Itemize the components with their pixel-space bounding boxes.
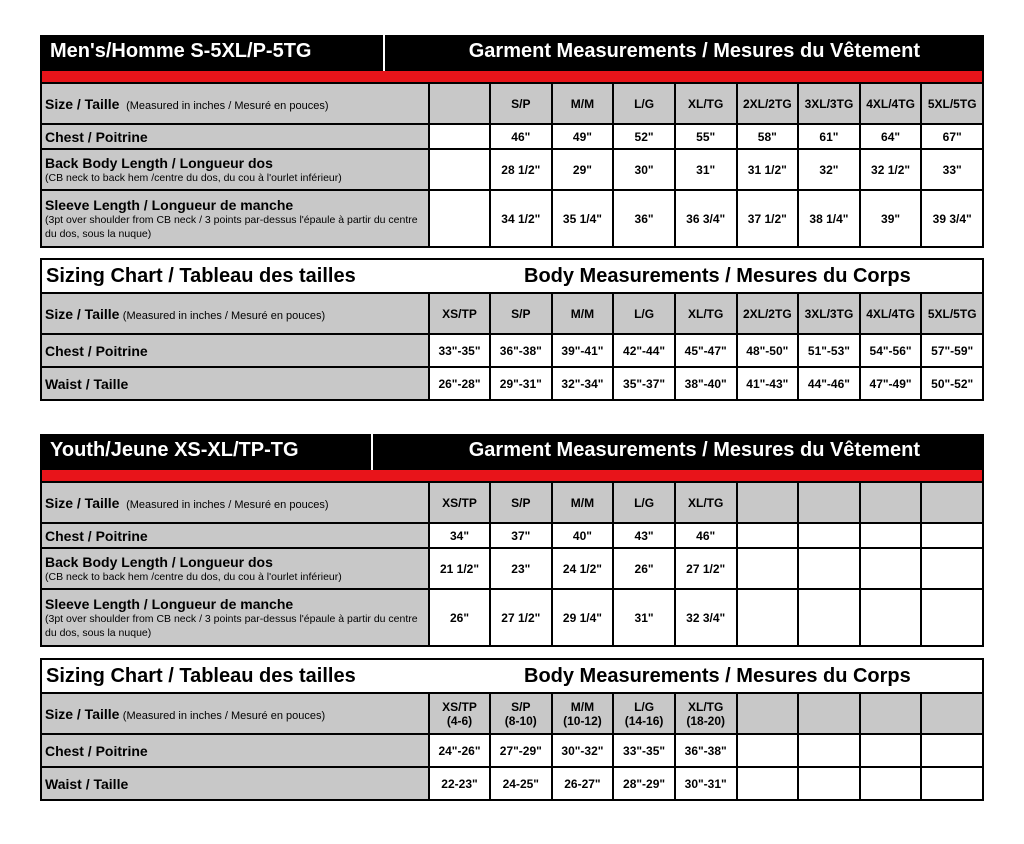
table-cell: 36" — [613, 190, 675, 247]
table-cell: 46" — [675, 523, 737, 548]
table-cell: 36"-38" — [675, 734, 737, 767]
youth-garment-heading: Garment Measurements / Mesures du Vêtement — [468, 439, 920, 461]
mens-garment-section — [40, 35, 984, 248]
table-cell: 40" — [552, 523, 614, 548]
table-cell — [798, 523, 860, 548]
table-cell: 64" — [860, 124, 922, 149]
table-cell: 3XL/3TG — [798, 293, 860, 334]
table-cell: 29 1/4" — [552, 589, 614, 646]
table-row — [41, 767, 983, 800]
table-cell: 32"-34" — [552, 367, 614, 400]
red-divider — [40, 470, 984, 481]
mens-body-table — [40, 292, 984, 401]
youth-garment-section — [40, 434, 984, 647]
table-cell — [737, 548, 799, 589]
table-cell — [860, 693, 922, 734]
table-cell: M/M — [552, 83, 614, 124]
table-cell: 27 1/2" — [490, 589, 552, 646]
table-cell: 29" — [552, 149, 614, 190]
table-cell: 44"-46" — [798, 367, 860, 400]
table-cell: 37 1/2" — [737, 190, 799, 247]
table-cell: 42"-44" — [613, 334, 675, 367]
table-cell: 24"-26" — [429, 734, 490, 767]
table-cell: 55" — [675, 124, 737, 149]
table-cell — [921, 482, 983, 523]
table-cell: Size / Taille (Measured in inches / Mesuré en pouces) — [41, 482, 429, 523]
youth-garment-header — [40, 434, 984, 470]
table-row — [41, 367, 983, 400]
table-cell: 38 1/4" — [798, 190, 860, 247]
table-cell — [737, 693, 799, 734]
youth-body-section — [40, 658, 984, 801]
table-cell — [429, 124, 490, 149]
table-cell — [798, 734, 860, 767]
table-cell: 47"-49" — [860, 367, 922, 400]
table-cell: S/P (8-10) — [490, 693, 552, 734]
sizing-chart-title: Sizing Chart / Tableau des tailles — [46, 265, 356, 287]
table-cell: 35 1/4" — [552, 190, 614, 247]
table-cell: 57"-59" — [921, 334, 983, 367]
table-cell: Sleeve Length / Longueur de manche (3pt over shoulder from CB neck / 3 points par-dessus l'épaule à partir du centre du dos, sous la nuque) — [41, 190, 429, 247]
table-cell: 31" — [613, 589, 675, 646]
body-heading: Body Measurements / Mesures du Corps — [524, 665, 911, 687]
table-cell: Chest / Poitrine — [41, 734, 429, 767]
table-cell — [921, 767, 983, 800]
table-cell: S/P — [490, 293, 552, 334]
table-cell: Back Body Length / Longueur dos (CB neck to back hem /centre du dos, du cou à l'ourlet inférieur) — [41, 548, 429, 589]
table-row — [41, 482, 983, 523]
mens-body-header — [40, 258, 984, 292]
table-cell — [921, 548, 983, 589]
table-cell: M/M — [552, 293, 614, 334]
table-row — [41, 734, 983, 767]
table-cell: 30"-31" — [675, 767, 737, 800]
table-cell — [737, 734, 799, 767]
table-cell: Sleeve Length / Longueur de manche (3pt over shoulder from CB neck / 3 points par-dessus l'épaule à partir du centre du dos, sous la nuque) — [41, 589, 429, 646]
table-cell: 3XL/3TG — [798, 83, 860, 124]
table-cell — [921, 734, 983, 767]
table-row — [41, 589, 983, 646]
table-cell: 36 3/4" — [675, 190, 737, 247]
table-cell: 32 3/4" — [675, 589, 737, 646]
table-cell — [921, 693, 983, 734]
table-cell: 41"-43" — [737, 367, 799, 400]
red-divider — [40, 71, 984, 82]
table-row — [41, 293, 983, 334]
table-cell: 67" — [921, 124, 983, 149]
table-cell: 45"-47" — [675, 334, 737, 367]
table-cell — [798, 589, 860, 646]
table-cell: Size / Taille (Measured in inches / Mesuré en pouces) — [41, 693, 429, 734]
table-cell — [798, 767, 860, 800]
table-cell: S/P — [490, 482, 552, 523]
table-cell: L/G (14-16) — [613, 693, 675, 734]
table-cell: 24 1/2" — [552, 548, 614, 589]
body-heading: Body Measurements / Mesures du Corps — [524, 265, 911, 287]
youth-title: Youth/Jeune XS-XL/TP-TG — [50, 439, 299, 461]
table-cell — [798, 693, 860, 734]
table-cell: Size / Taille (Measured in inches / Mesuré en pouces) — [41, 293, 429, 334]
table-cell: L/G — [613, 293, 675, 334]
table-row — [41, 693, 983, 734]
table-cell — [860, 589, 922, 646]
table-cell: 4XL/4TG — [860, 83, 922, 124]
mens-garment-table — [40, 82, 984, 248]
table-cell: 39 3/4" — [921, 190, 983, 247]
table-cell: S/P — [490, 83, 552, 124]
table-cell: 43" — [613, 523, 675, 548]
table-row — [41, 190, 983, 247]
table-cell — [921, 523, 983, 548]
table-cell: 52" — [613, 124, 675, 149]
table-cell: XS/TP — [429, 293, 490, 334]
youth-garment-table — [40, 481, 984, 647]
table-cell: 2XL/2TG — [737, 83, 799, 124]
mens-garment-header — [40, 35, 984, 71]
table-cell: 39"-41" — [552, 334, 614, 367]
table-cell — [860, 734, 922, 767]
table-cell: M/M — [552, 482, 614, 523]
table-cell — [429, 190, 490, 247]
table-cell: 61" — [798, 124, 860, 149]
table-cell: M/M (10-12) — [552, 693, 614, 734]
table-cell: 51"-53" — [798, 334, 860, 367]
table-row — [41, 334, 983, 367]
table-cell: 49" — [552, 124, 614, 149]
table-cell: 31 1/2" — [737, 149, 799, 190]
table-cell: 32" — [798, 149, 860, 190]
table-cell: 36"-38" — [490, 334, 552, 367]
table-cell — [737, 523, 799, 548]
table-cell: 35"-37" — [613, 367, 675, 400]
table-cell: Waist / Taille — [41, 767, 429, 800]
table-cell: XL/TG — [675, 482, 737, 523]
table-row — [41, 83, 983, 124]
table-cell: Back Body Length / Longueur dos (CB neck to back hem /centre du dos, du cou à l'ourlet inférieur) — [41, 149, 429, 190]
table-cell: L/G — [613, 482, 675, 523]
table-cell — [798, 482, 860, 523]
table-row — [41, 124, 983, 149]
table-cell — [429, 83, 490, 124]
table-cell: 21 1/2" — [429, 548, 490, 589]
table-cell — [798, 548, 860, 589]
table-cell: 23" — [490, 548, 552, 589]
table-cell: Chest / Poitrine — [41, 523, 429, 548]
table-cell: 50"-52" — [921, 367, 983, 400]
table-cell: 48"-50" — [737, 334, 799, 367]
table-cell: 4XL/4TG — [860, 293, 922, 334]
table-cell — [737, 589, 799, 646]
table-cell: 27 1/2" — [675, 548, 737, 589]
mens-garment-heading: Garment Measurements / Mesures du Vêtement — [468, 40, 920, 62]
table-cell: 30" — [613, 149, 675, 190]
table-cell: 22-23" — [429, 767, 490, 800]
table-cell — [921, 589, 983, 646]
table-cell: 2XL/2TG — [737, 293, 799, 334]
table-cell — [737, 767, 799, 800]
table-cell: 37" — [490, 523, 552, 548]
table-cell: Size / Taille (Measured in inches / Mesuré en pouces) — [41, 83, 429, 124]
table-cell: 46" — [490, 124, 552, 149]
mens-title: Men's/Homme S-5XL/P-5TG — [50, 40, 312, 62]
table-cell: 26" — [613, 548, 675, 589]
table-cell: 38"-40" — [675, 367, 737, 400]
table-cell: 5XL/5TG — [921, 293, 983, 334]
table-cell: 28"-29" — [613, 767, 675, 800]
table-row — [41, 523, 983, 548]
table-cell: Waist / Taille — [41, 367, 429, 400]
table-cell: XS/TP — [429, 482, 490, 523]
table-cell: 58" — [737, 124, 799, 149]
table-cell: XL/TG (18-20) — [675, 693, 737, 734]
table-cell: 33" — [921, 149, 983, 190]
table-cell: XS/TP (4-6) — [429, 693, 490, 734]
table-cell: 34 1/2" — [490, 190, 552, 247]
table-cell: Chest / Poitrine — [41, 334, 429, 367]
table-cell: XL/TG — [675, 293, 737, 334]
table-row — [41, 149, 983, 190]
table-cell: 30"-32" — [552, 734, 614, 767]
youth-body-table — [40, 692, 984, 801]
table-cell — [860, 767, 922, 800]
table-cell: 24-25" — [490, 767, 552, 800]
table-cell: 33"-35" — [613, 734, 675, 767]
table-cell — [860, 482, 922, 523]
table-cell: 26-27" — [552, 767, 614, 800]
table-row — [41, 548, 983, 589]
table-cell — [860, 548, 922, 589]
table-cell: 32 1/2" — [860, 149, 922, 190]
table-cell: 34" — [429, 523, 490, 548]
table-cell: 26" — [429, 589, 490, 646]
table-cell: 27"-29" — [490, 734, 552, 767]
table-cell: 29"-31" — [490, 367, 552, 400]
table-cell — [860, 523, 922, 548]
table-cell: 33"-35" — [429, 334, 490, 367]
table-cell: 26"-28" — [429, 367, 490, 400]
table-cell: 31" — [675, 149, 737, 190]
table-cell: 28 1/2" — [490, 149, 552, 190]
table-cell — [429, 149, 490, 190]
table-cell: 39" — [860, 190, 922, 247]
table-cell: 5XL/5TG — [921, 83, 983, 124]
table-cell: Chest / Poitrine — [41, 124, 429, 149]
table-cell: XL/TG — [675, 83, 737, 124]
table-cell: 54"-56" — [860, 334, 922, 367]
table-cell: L/G — [613, 83, 675, 124]
sizing-chart-title: Sizing Chart / Tableau des tailles — [46, 665, 356, 687]
mens-body-section — [40, 258, 984, 401]
table-cell — [737, 482, 799, 523]
youth-body-header — [40, 658, 984, 692]
